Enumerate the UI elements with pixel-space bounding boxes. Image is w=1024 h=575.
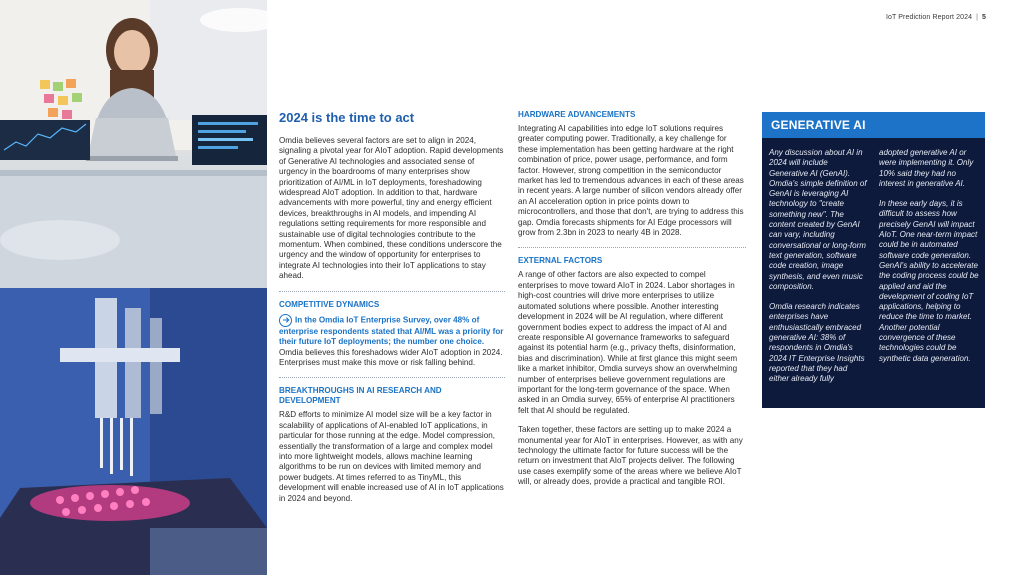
photo-lab-robot <box>0 288 267 575</box>
genai-paragraph: Omdia research indicates enterprises have enthusiastically embraced generative AI: 38% of respondents in Omdia's 2024 IT Enterprise Insights reported that they had either already fully <box>769 302 865 384</box>
office-scene-illustration <box>0 0 267 288</box>
lab-machine-illustration <box>0 288 267 575</box>
header-separator: | <box>976 14 978 21</box>
generative-ai-left-column <box>769 148 869 395</box>
generative-ai-box <box>762 112 985 408</box>
page-number: 5 <box>982 14 986 21</box>
divider <box>279 377 505 378</box>
intro-paragraph: Omdia believes several factors are set to align in 2024, signaling a pivotal year for AIoT adoption. Rapid developments of Generative AI technologies and associated sense of urgency in the boardrooms of many enterprises show prioritization of AI/ML in IoT deployments, foreshadowing widespread AIoT adoption. In addition to that, hardware advancements with more powerful, tiny and energy efficient devices, breakthroughs in AI models, and impending AI regulations setting requirements for more responsible and sustainable use of digital technologies contribute to the momentum. When combined, these conditions underscore the urgency and the window of opportunity for enterprises to integrate AI technologies into their IoT applications to stay ahead. <box>279 136 504 281</box>
competitive-dynamics-paragraph <box>279 314 505 369</box>
breakthroughs-title: BREAKTHROUGHS IN AI RESEARCH AND DEVELOPMENT <box>279 386 442 406</box>
arrow-right-icon <box>279 314 292 327</box>
hardware-advancements-title: HARDWARE ADVANCEMENTS <box>518 110 636 119</box>
report-title: IoT Prediction Report 2024 <box>885 14 973 21</box>
divider <box>279 291 505 292</box>
generative-ai-title: GENERATIVE AI <box>762 112 985 138</box>
external-factors-title: EXTERNAL FACTORS <box>518 256 603 266</box>
section-heading: 2024 is the time to act <box>279 110 415 125</box>
closing-paragraph: Taken together, these factors are setting up to make 2024 a monumental year for AIoT in enterprises. However, as with any technology the ultimate factor for future success will be the return on investment that AIoT projects deliver. The following use cases exemplify some of the areas where we believe AIoT will, or already does, provide a practical and tangible ROI. <box>518 425 743 487</box>
generative-ai-right-column <box>879 148 979 374</box>
column-left <box>279 110 505 513</box>
genai-paragraph: In these early days, it is difficult to assess how precisely GenAI will impact AIoT. One near-term impact could be in automated software code generation. GenAI's ability to accelerate the coding process could be applied and aid the development of coding IoT applications, helping to reduce the time to market. Another potential convergence of these technologies could be synthetic data generation. <box>879 199 979 363</box>
genai-paragraph: adopted generative AI or were implementing it. Only 10% said they had no interest in generative AI. <box>879 148 974 188</box>
divider <box>518 247 746 248</box>
competitive-rest: Omdia believes this foreshadows wider AIoT adoption in 2024. Enterprises must make this move or risk falling behind. <box>279 347 503 367</box>
breakthroughs-paragraph: R&D efforts to minimize AI model size will be a key factor in scalability of applications of AI-enabled IoT applications, in particular for those running at the edge. Model compression, essentially the transformation of a large and complex model into more lightweight models, allows machine learning algorithms to be run on devices with limited memory and power budgets. At times referred to as TinyML, this development will enable increased use of AI in IoT applications in 2024 and beyond. <box>279 410 504 503</box>
photo-woman-laptop <box>0 0 267 288</box>
hardware-paragraph: Integrating AI capabilities into edge IoT solutions requires greater computing power. Traditionally, a key challenge for these implementation has been getting hardware at the right combination of price, power usage, performance, and form factor. However, strong competition in the semiconductor market has led to tremendous advances in each of these areas in recent years. A large number of silicon vendors already offer an AI acceleration option in price points down to microcontrollers, and those that don't, are trying to address this gap. Omdia forecasts shipments for AI Edge processors will grow from 2.3bn in 2023 to nearly 4B in 2028. <box>518 124 744 238</box>
external-factors-paragraph: A range of other factors are also expected to compel enterprises to move toward AIoT in 2024. Labor shortages in high-cost countries will drive more enterprises to utilize automated solutions where possible. Another interesting development in 2024 will be AI regulation, where different government bodies expect to address the impact of AI and create responsible AI governance frameworks to safeguard against its potential harm (e.g., privacy thefts, disinformation, bias and discrimination). While at first glance this might seem like a market inhibitor, Omdia surveys show an overwhelming number of enterprises believe government regulations are important for the long-term governance of the space. When asked in an Omdia survey, 65% of enterprise AI practitioners felt that AI should be regulated. <box>518 270 738 415</box>
genai-paragraph: Any discussion about AI in 2024 will include Generative AI (GenAI). Omdia's simple definition of GenAI is leveraging AI technology to "create something new". The content created by GenAI can vary, including conversational or long-form text generation, software code creation, image synthesis, and even music composition. <box>769 148 867 291</box>
competitive-dynamics-title: COMPETITIVE DYNAMICS <box>279 299 380 309</box>
column-middle <box>518 110 746 497</box>
page-header <box>886 14 986 21</box>
survey-highlight: In the Omdia IoT Enterprise Survey, over 48% of enterprise respondents stated that AI/ML was a priority for their future IoT deployments; the number one choice. <box>279 315 504 347</box>
